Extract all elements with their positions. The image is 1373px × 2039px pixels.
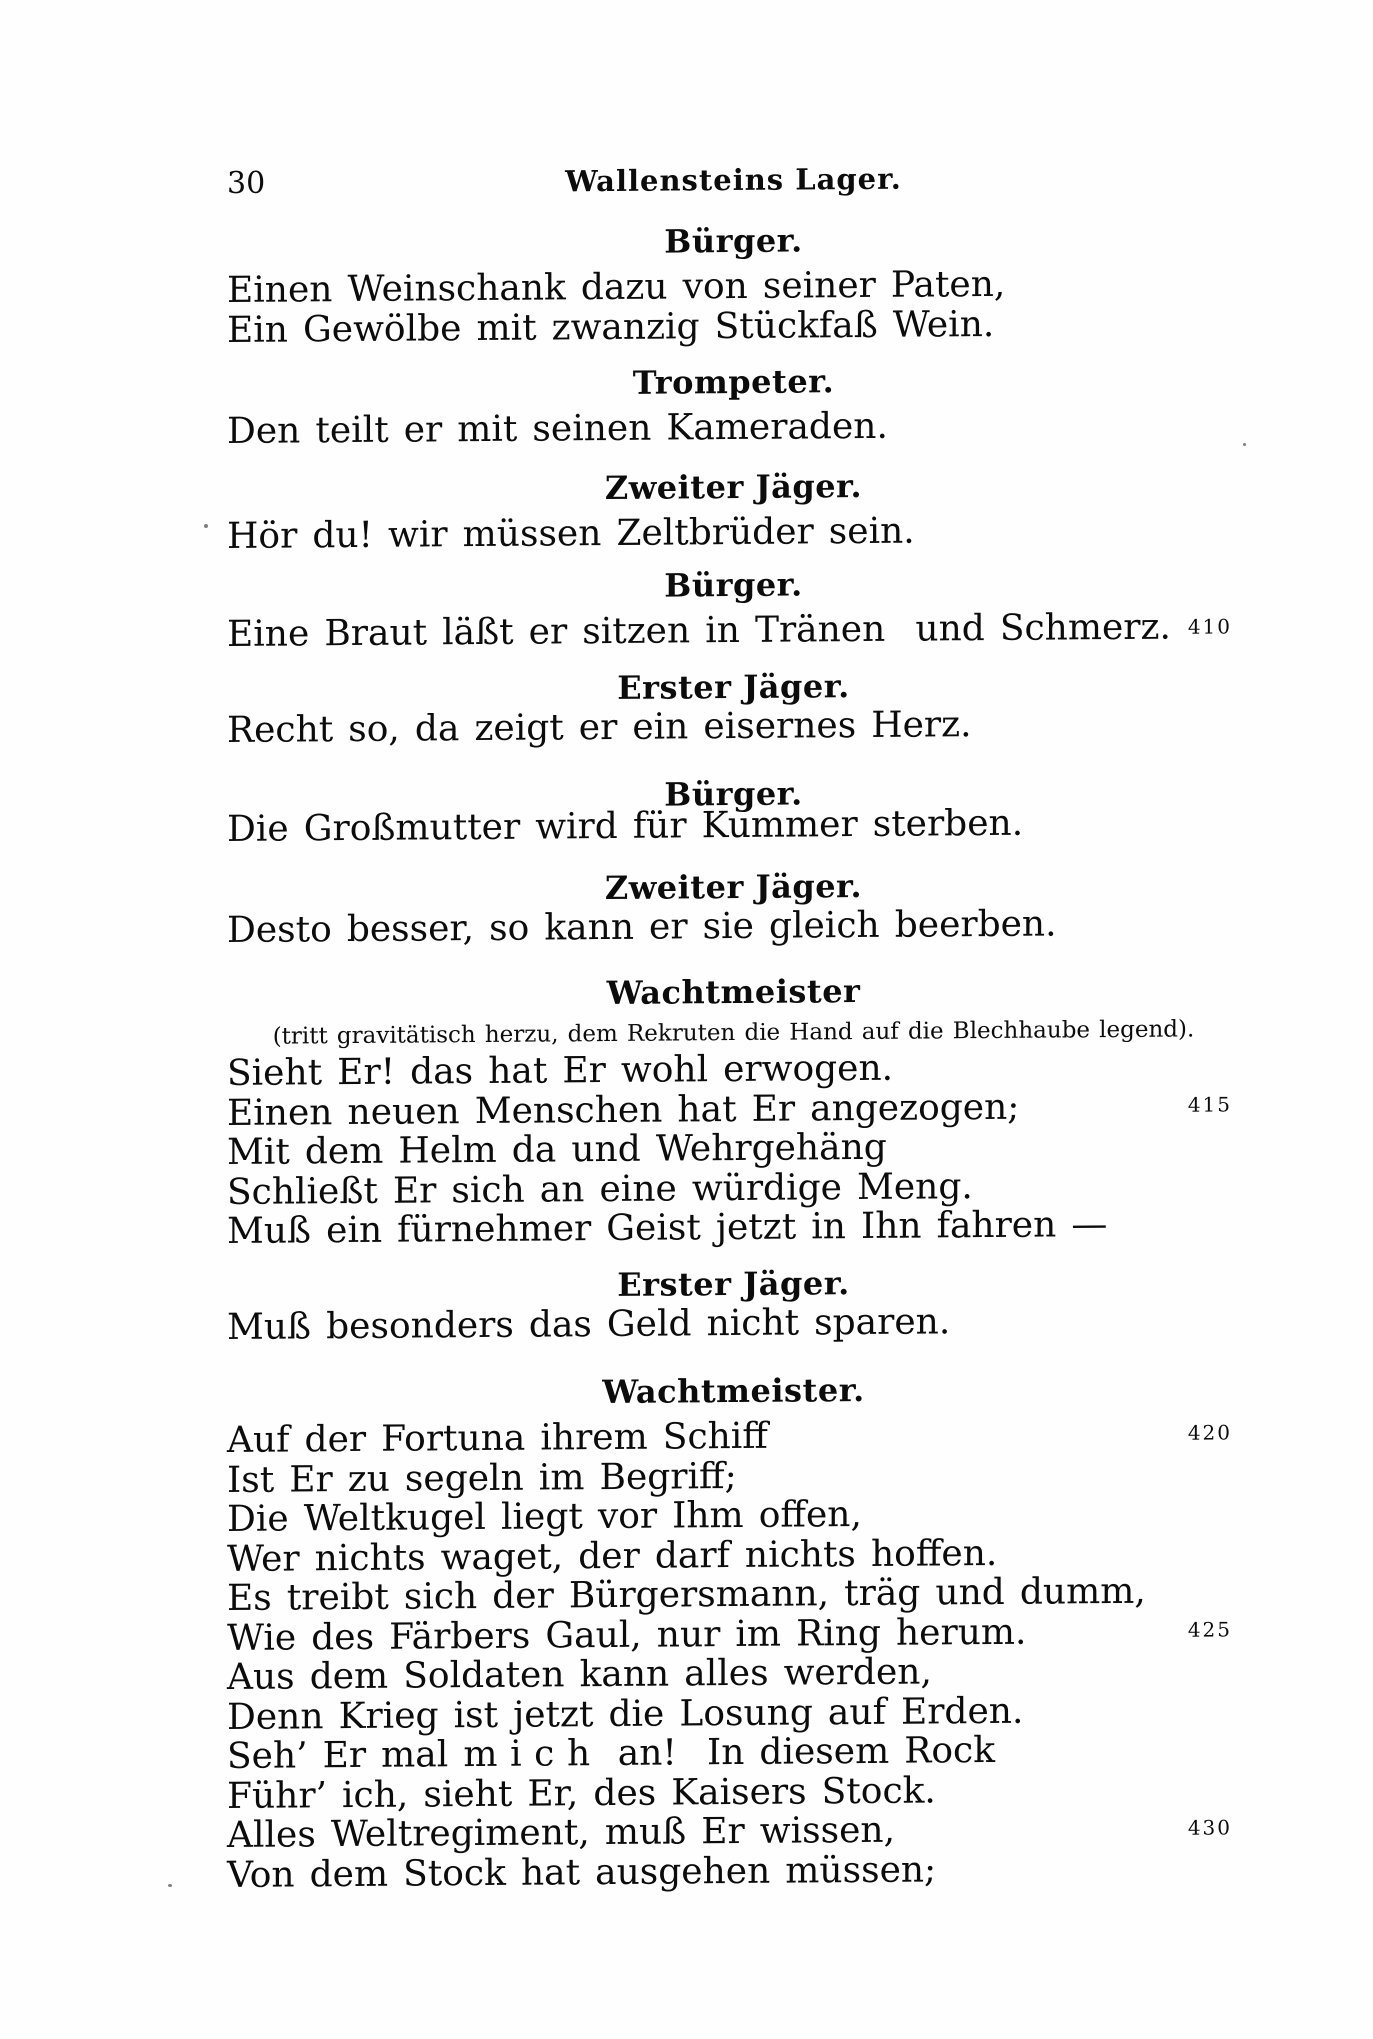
verse-text: Alles Weltregiment, muß Er wissen, bbox=[227, 1809, 896, 1856]
speaker-name: Zweiter Jäger. bbox=[604, 867, 863, 908]
verse-line bbox=[227, 1300, 1240, 1347]
speech bbox=[227, 217, 1240, 350]
verse-number: 410 bbox=[1187, 614, 1232, 639]
verse-line bbox=[227, 802, 1240, 849]
verse-text: Führ’ ich, sieht Er, des Kaisers Stock. bbox=[227, 1769, 936, 1817]
verse-text: Die Weltkugel liegt vor Ihm offen, bbox=[227, 1494, 862, 1540]
verse-text: Muß besonders das Geld nicht sparen. bbox=[227, 1301, 951, 1348]
verse-text: Schließt Er sich an eine würdige Meng. bbox=[227, 1165, 973, 1213]
speech bbox=[227, 561, 1240, 654]
speaker-name: Erster Jäger. bbox=[617, 667, 850, 707]
scan-speck bbox=[204, 524, 208, 528]
verse-text: Aus dem Soldaten kann alles werden, bbox=[227, 1651, 932, 1698]
verse-number: 425 bbox=[1187, 1617, 1232, 1642]
speaker-name: Trompeter. bbox=[632, 362, 835, 402]
speaker-name: Bürger. bbox=[664, 774, 803, 814]
verse-line bbox=[227, 509, 1240, 556]
print-column bbox=[227, 0, 1240, 2039]
speaker-name: Zweiter Jäger. bbox=[604, 467, 863, 508]
page-number: 30 bbox=[227, 165, 266, 201]
verse-text: Ist Er zu segeln im Begriff; bbox=[227, 1455, 737, 1501]
verse-line bbox=[227, 404, 1240, 451]
verse-text: an! In diesem Rock bbox=[602, 1729, 996, 1775]
verse-line bbox=[227, 703, 1240, 750]
verse-text: Desto besser, so kann er sie gleich beerben. bbox=[227, 903, 1057, 951]
speech bbox=[227, 358, 1240, 451]
verse-number: 415 bbox=[1187, 1092, 1232, 1117]
verse-text: Denn Krieg ist jetzt die Losung auf Erden. bbox=[227, 1690, 1024, 1738]
page-header bbox=[227, 156, 1240, 204]
verse-text: Muß ein fürnehmer Geist jetzt in Ihn fahren — bbox=[227, 1204, 1108, 1252]
scan-speck bbox=[168, 1884, 172, 1887]
speech bbox=[227, 1367, 1240, 1895]
scan-speck bbox=[1243, 443, 1246, 446]
speech bbox=[227, 770, 1240, 849]
verse-text: Die Großmutter wird für Kummer sterben. bbox=[227, 802, 1024, 850]
verse-line bbox=[227, 607, 1240, 654]
verse-text: Von dem Stock hat ausgehen müssen; bbox=[227, 1848, 937, 1896]
speaker-name: Wachtmeister. bbox=[602, 1370, 865, 1412]
verse-text: Seh’ Er mal bbox=[227, 1734, 464, 1777]
verse-text: Den teilt er mit seinen Kameraden. bbox=[227, 405, 888, 452]
speaker-name: Wachtmeister bbox=[606, 972, 861, 1013]
verse-text: Es treibt sich der Bürgersmann, träg und dumm, bbox=[227, 1570, 1146, 1619]
verse-number: 430 bbox=[1187, 1815, 1232, 1840]
verse-text: Auf der Fortuna ihrem Schiff bbox=[227, 1415, 768, 1461]
verse-line bbox=[227, 903, 1240, 950]
speech bbox=[227, 663, 1240, 750]
verse-text: Wer nichts waget, der darf nichts hoffen. bbox=[227, 1532, 998, 1580]
verse-text: Einen Weinschank dazu von seiner Paten, bbox=[227, 263, 1006, 311]
running-title: Wallensteins Lager. bbox=[565, 161, 902, 199]
speaker-name: Erster Jäger. bbox=[617, 1264, 850, 1304]
verse-text: Sieht Er! das hat Er wohl erwogen. bbox=[227, 1047, 894, 1094]
speech bbox=[227, 1260, 1240, 1347]
verse-line bbox=[227, 1204, 1240, 1251]
verse-text: Mit dem Helm da und Wehrgehäng bbox=[227, 1126, 887, 1173]
verse-line bbox=[227, 1848, 1240, 1895]
speaker-name: Bürger. bbox=[664, 565, 803, 605]
verse-text: Ein Gewölbe mit zwanzig Stückfaß Wein. bbox=[227, 303, 995, 351]
stage-direction: (tritt gravitätisch herzu, dem Rekruten die Hand auf die Blechhaube legend). bbox=[272, 1016, 1195, 1050]
verse-line bbox=[227, 303, 1240, 350]
verse-text: Eine Braut läßt er sitzen in Tränen und Schmerz. bbox=[227, 606, 1171, 655]
verse-text: Recht so, da zeigt er ein eisernes Herz. bbox=[227, 704, 972, 751]
speech bbox=[227, 968, 1240, 1251]
speech bbox=[227, 463, 1240, 556]
verse-number: 420 bbox=[1187, 1420, 1232, 1445]
speaker-name: Bürger. bbox=[664, 221, 803, 261]
speech bbox=[227, 863, 1240, 950]
verse-text: Hör du! wir müssen Zeltbrüder sein. bbox=[227, 510, 915, 557]
verse-text: Wie des Färbers Gaul, nur im Ring herum. bbox=[227, 1611, 1027, 1659]
verse-text-emphasized: mich bbox=[463, 1733, 603, 1776]
verse-text: Einen neuen Menschen hat Er angezogen; bbox=[227, 1086, 1020, 1134]
